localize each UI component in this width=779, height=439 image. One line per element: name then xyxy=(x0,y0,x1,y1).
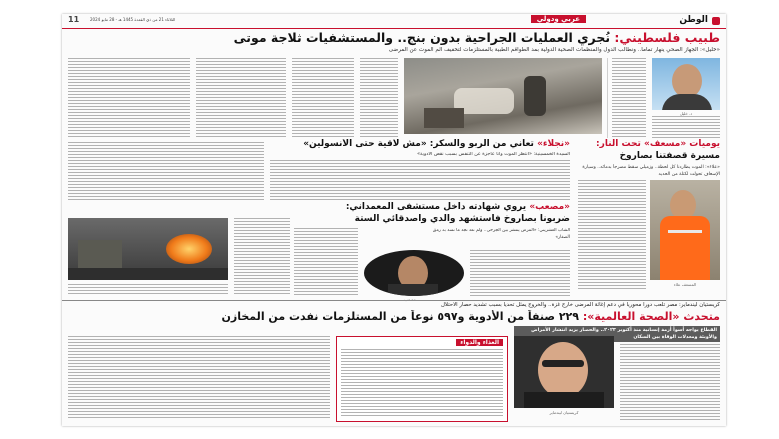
insulin-body-text xyxy=(270,160,570,200)
medic-photo xyxy=(650,180,720,280)
who-subhead: القطاع يواجه أسوأ أزمة إنسانية منذ أكتوبر ٢٠٢٣.. والحصار يزيد انتشار الأمراض والأوبئة ومعدلات الوفاة بين السكان xyxy=(514,326,720,342)
insulin-headline xyxy=(270,139,570,149)
masthead-rule xyxy=(62,28,726,29)
who-body-text-2 xyxy=(68,336,330,420)
medic-caption: المسعف علاء xyxy=(673,282,697,287)
lead-headline-black: نُجري العمليات الجراحية بدون بنج.. والمستشفيات ثلاجة موتى xyxy=(233,30,611,45)
lead-body-text-4 xyxy=(292,58,354,138)
strap-line: كريستيان ليندماير: مصر تلعب دوراً محورياً في دعم إغاثة المرضى خارج غزة.. والخروج يمثل تحدياً بسبب تشديد حصار الاحتلال xyxy=(440,302,720,308)
musab-headline-2: ضربونا بصاروخ فاستشهد والدي وأصدقائي الستة xyxy=(354,214,570,224)
masthead xyxy=(62,14,726,28)
spokesman-photo xyxy=(514,336,614,408)
insulin-headline-black: تعاني من الربو والسكر: «مش لاقية حتى الأنسولين» xyxy=(303,139,534,149)
insulin-subhead: السيدة الخمسينية: «أنتظر الموت وأنا عاجزة عن التنفس بسبب نقص الأدوية» xyxy=(417,152,570,157)
musab-headline-black: يروي شهادته داخل مستشفى المعمداني: xyxy=(345,202,527,212)
page-number: 11 xyxy=(68,15,80,24)
musab-headline-1 xyxy=(270,202,570,212)
who-headline xyxy=(68,310,720,323)
musab-body-text-2 xyxy=(294,228,358,296)
medic-headline-1 xyxy=(578,139,720,149)
left-body-text-3 xyxy=(68,284,228,296)
doctor-portrait-caption: د. خليل xyxy=(679,111,693,116)
lead-headline xyxy=(68,30,720,46)
sidebar-box-title: الغذاء والدواء xyxy=(456,339,503,346)
musab-subhead: الشاب العشريني: «المرض ينتشر بين الجرحى.. ولم نعد نجد ما نسد به رمق الصغار» xyxy=(432,228,570,240)
logo: الوطن xyxy=(679,15,708,25)
lead-body-text-1 xyxy=(612,58,646,138)
who-headline-black: ٢٢٩ صنفاً من الأدوية و٥٩٧ نوعاً من المستلزمات نفدت من المخازن xyxy=(221,310,579,323)
logo-mark-icon xyxy=(712,17,720,25)
lead-body-text-3 xyxy=(360,58,398,138)
lead-body-text-2 xyxy=(652,116,720,138)
explosion-photo xyxy=(68,218,228,280)
left-column-text xyxy=(68,142,264,200)
left-body-text-2 xyxy=(234,218,290,296)
date-line: الثلاثاء 21 من ذي القعدة 1445 هـ - 28 مايو 2024 xyxy=(90,17,176,22)
medic-headline-red: يوميات «مسعف» تحت النار: xyxy=(596,139,720,149)
medic-headline-2: مسيرة قصفتنا بصاروخ xyxy=(619,151,720,161)
who-headline-red: متحدث «الصحة العالمية»: xyxy=(582,310,720,323)
who-body-text-1 xyxy=(620,344,720,420)
page-tag: عربي ودولي xyxy=(531,15,586,23)
lead-body-text-6 xyxy=(68,58,190,138)
rubble-photo xyxy=(404,58,602,134)
musab-headline-red: «مصعب» xyxy=(529,202,570,212)
spokesman-caption: كريستيان ليندماير xyxy=(549,410,579,415)
sidebar-box xyxy=(336,336,508,422)
insulin-headline-red: «نجلاء» xyxy=(537,139,570,149)
sidebar-box-text xyxy=(341,349,503,417)
doctor-portrait-photo xyxy=(652,58,720,110)
lead-body-text-5 xyxy=(196,58,286,138)
newspaper-page xyxy=(62,14,726,426)
lead-headline-red: طبيب فلسطيني: xyxy=(614,30,720,45)
lead-subhead: «خليل»: الجهاز الصحي ينهار تماماً.. ونطالب الدول والمنظمات الصحية الدولية بمد الطواقم الطبية بالمستلزمات لتخفيف ألم الموت عن المرضى xyxy=(388,47,720,53)
medic-subhead: «علاء»: الموت يطاردنا كل لحظة.. وزميلي سقط مضرجاً بدمائه.. وسيارة الإسعاف تحولت لكتلة من الحديد xyxy=(582,165,720,177)
musab-body-text-1 xyxy=(470,250,570,296)
medic-body-text xyxy=(578,180,646,290)
musab-photo xyxy=(364,250,464,296)
